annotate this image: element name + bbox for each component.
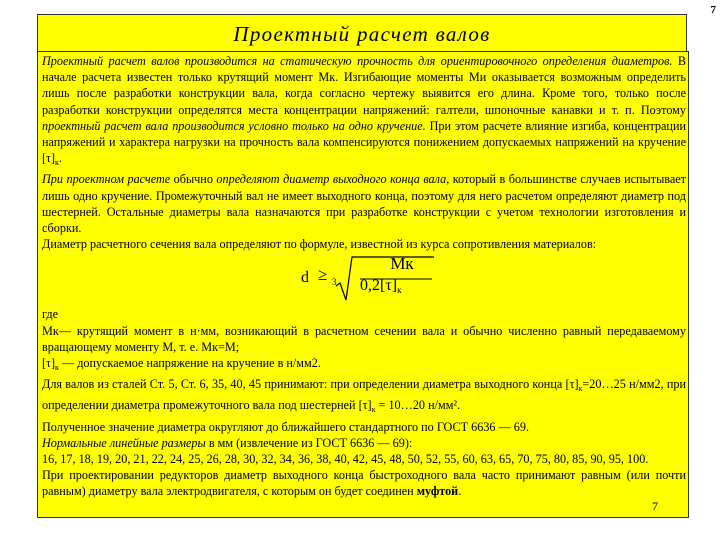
paragraph-formula-intro: Диаметр расчетного сечения вала определяют по формуле, известной из курса сопротивления материалов:: [42, 237, 597, 252]
formula-denominator-subscript: к: [397, 285, 402, 296]
diameter-formula: [42, 256, 686, 306]
formula-operator: ≥: [318, 265, 328, 285]
formula-denominator-main: 0,2[τ]: [360, 277, 398, 295]
steels-subscript-1: к: [578, 384, 583, 394]
paragraph-sizes-list: 16, 17, 18, 19, 20, 21, 22, 24, 25, 26, 28, 30, 32, 34, 36, 38, 40, 42, 45, 48, 50, 52, 55, 60, 63, 65, 70, 75, 80, 85, 90, 95, 100.: [42, 452, 649, 467]
intro-text-2: При этом расчете влияние изгиба, концентрации напряжений и характера нагрузки на прочность вала компенсируются понижением допускаемых напряжений на кручение [τ]: [42, 118, 686, 166]
paragraph-steels: [42, 376, 686, 418]
formula-lhs: d: [301, 269, 309, 287]
design-italic: При проектном расчете: [42, 172, 171, 187]
definition-tau-b: — допускаемое напряжение на кручение в н/мм2.: [58, 356, 321, 371]
steels-c: = 10…20 н/мм².: [375, 398, 461, 413]
slide-title: Проектный расчет валов: [233, 22, 491, 46]
sizes-heading-italic: Нормальные линейные размеры: [42, 435, 206, 450]
body-box: [37, 51, 689, 518]
intro-subscript: к: [55, 158, 59, 168]
coupling-text: При проектировании редукторов диаметр выходного конца быстроходного вала часто принимают равным (или почти равным) диаметру вала электродвигателя, с которым он будет соединен: [42, 468, 686, 499]
definition-tau-a: [τ]: [42, 356, 56, 371]
intro-text: В начале расчета известен только крутящий момент Мк. Изгибающие моменты Ми оказывается возможным определить лишь после разработки конструкции вала, когда согласно чертежу выявится его длина. Кроме того, только после разработки конструкции определятся места концентрации напряжений: галтели, шпоночные канавки и т. п. Поэтому: [42, 54, 686, 117]
coupling-end: .: [458, 484, 462, 499]
paragraph-coupling: [42, 467, 686, 499]
design-text-2: , который в большинстве случаев испытывает лишь одно кручение. Промежуточный вал не имеет выходного конца, поэтому для него расчетом определяют диаметр под шестерней. Остальные диаметры вала назначаются при разработке конструкции с учетом технологии изготовления и сборки.: [42, 172, 686, 236]
formula-root-index: 3: [332, 277, 337, 288]
slide: [37, 14, 687, 518]
definition-tau: [42, 355, 686, 376]
page-number: 7: [652, 499, 658, 513]
intro-end: .: [58, 151, 62, 166]
coupling-bold: муфтой: [416, 484, 459, 499]
steels-subscript-2: к: [371, 405, 376, 415]
design-italic-2: определяют диаметр выходного конца вала: [216, 172, 447, 187]
paragraph-design: [42, 171, 686, 236]
corner-page-number: 7: [710, 4, 716, 16]
sizes-heading-text: в мм (извлечение из ГОСТ 6636 — 69):: [205, 435, 413, 450]
paragraph-rounding: Полученное значение диаметра округляют до ближайшего стандартного по ГОСТ 6636 — 69.: [42, 419, 530, 434]
steels-b: =20…25 н/мм2, при определении диаметра промежуточного вала под шестерней [τ]: [42, 377, 686, 413]
definition-mk: Мк— крутящий момент в н·мм, возникающий в расчетном сечении вала и обычно численно равный передаваемому вращающему моменту М, т. е. Мк=М;: [42, 323, 686, 354]
paragraph-intro: [42, 53, 686, 171]
formula-numerator: Мк: [390, 254, 414, 274]
where-label: где: [42, 307, 59, 322]
intro-italic-2: проектный расчет вала производится условно только на одно кручение.: [42, 118, 426, 133]
formula-denominator: [360, 278, 401, 298]
steels-a: Для валов из сталей Ст. 5, Ст. 6, 35, 40, 45 принимают: при определении диаметра выходного конца [τ]: [42, 377, 579, 392]
body-text: [42, 53, 686, 500]
title-box: [37, 14, 687, 52]
definition-tau-subscript: к: [55, 363, 59, 373]
intro-italic: Проектный расчет валов производится на статическую прочность для ориентировочного определения диаметров.: [42, 54, 673, 68]
paragraph-sizes-heading: [42, 435, 686, 451]
design-text: обычно: [170, 172, 217, 187]
